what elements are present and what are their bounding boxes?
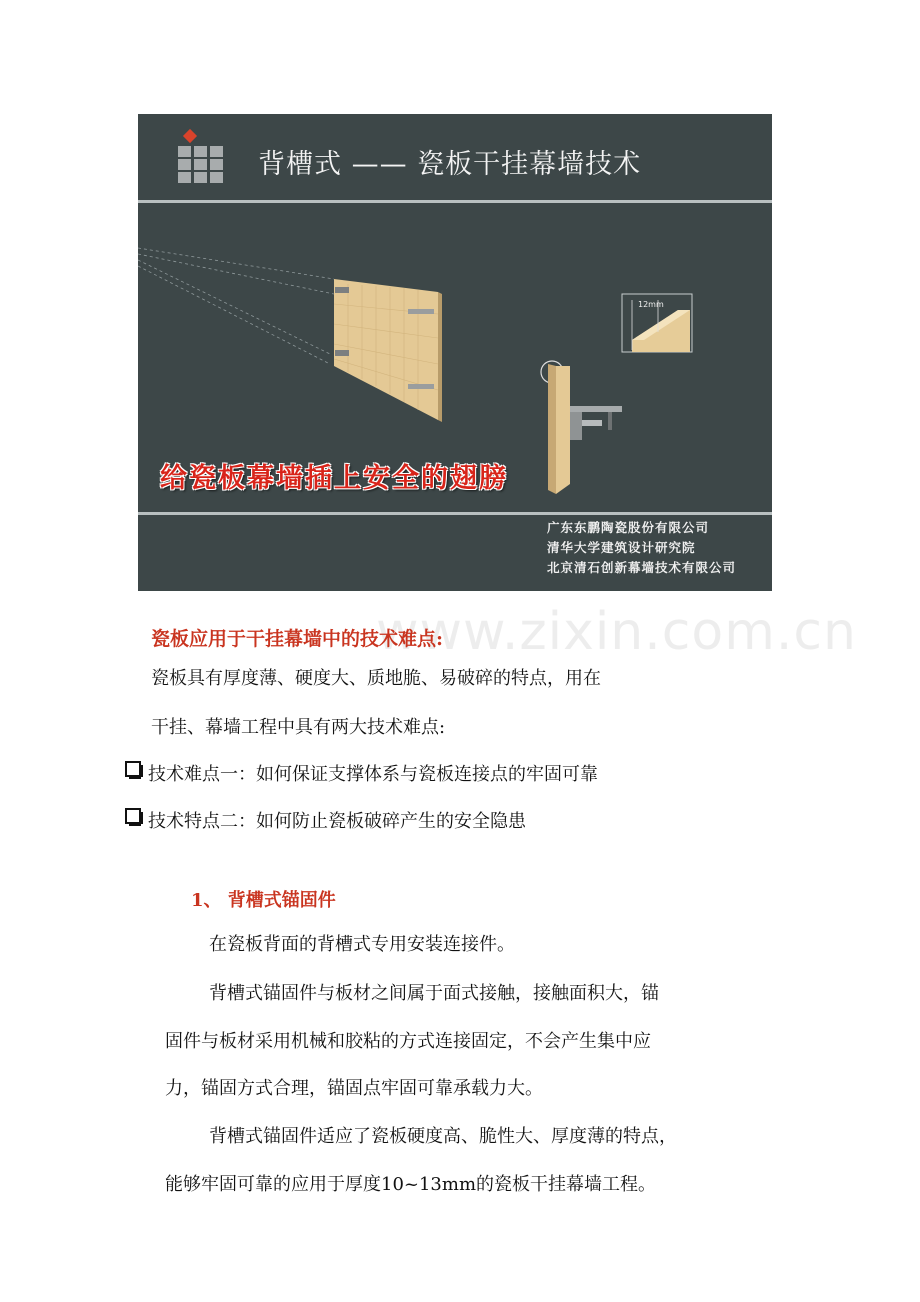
intro-line: 干挂、幕墙工程中具有两大技术难点:	[151, 717, 446, 738]
checkbox-icon	[125, 761, 141, 777]
checkbox-icon	[125, 808, 141, 824]
paragraph-line: 能够牢固可靠的应用于厚度10~13mm的瓷板干挂幕墙工程。	[165, 1174, 657, 1195]
company-name: 清华大学建筑设计研究院	[546, 540, 696, 555]
bracket-detail	[541, 361, 622, 494]
paragraph-line: 力，锚固方式合理，锚固点牢固可靠承载力大。	[165, 1078, 543, 1099]
perspective-lines	[138, 248, 334, 364]
paragraph-line: 背槽式锚固件与板材之间属于面式接触，接触面积大，锚	[209, 983, 659, 1004]
company-name: 北京清石创新幕墙技术有限公司	[546, 560, 736, 575]
company-list	[547, 518, 736, 578]
subsection-heading: 1、 背槽式锚固件	[191, 890, 336, 911]
ceramic-panel	[334, 279, 442, 422]
bullet-item: 技术难点一：如何保证支撑体系与瓷板连接点的牢固可靠	[148, 764, 598, 785]
watermark: www.zixin.com.cn	[376, 602, 857, 662]
paragraph-line: 固件与板材采用机械和胶粘的方式连接固定，不会产生集中应	[165, 1031, 651, 1052]
company-name: 广东东鹏陶瓷股份有限公司	[546, 520, 709, 535]
logo-icon	[178, 129, 223, 183]
product-banner	[138, 114, 772, 591]
thickness-callout	[622, 294, 692, 352]
paragraph-line: 背槽式锚固件适应了瓷板硬度高、脆性大、厚度薄的特点，	[209, 1126, 677, 1147]
paragraph-line: 在瓷板背面的背槽式专用安装连接件。	[209, 934, 515, 955]
intro-line: 瓷板具有厚度薄、硬度大、质地脆、易破碎的特点，用在	[151, 668, 601, 689]
banner-divider-top	[138, 200, 772, 203]
section-heading: 瓷板应用于干挂幕墙中的技术难点:	[151, 628, 444, 650]
banner-title: 背槽式 —— 瓷板干挂幕墙技术	[258, 149, 642, 180]
banner-divider-bottom	[138, 512, 772, 515]
banner-slogan: 给瓷板幕墙插上安全的翅膀	[160, 463, 508, 494]
bullet-item: 技术特点二：如何防止瓷板破碎产生的安全隐患	[148, 811, 526, 832]
thickness-label: 12mm	[638, 300, 664, 309]
